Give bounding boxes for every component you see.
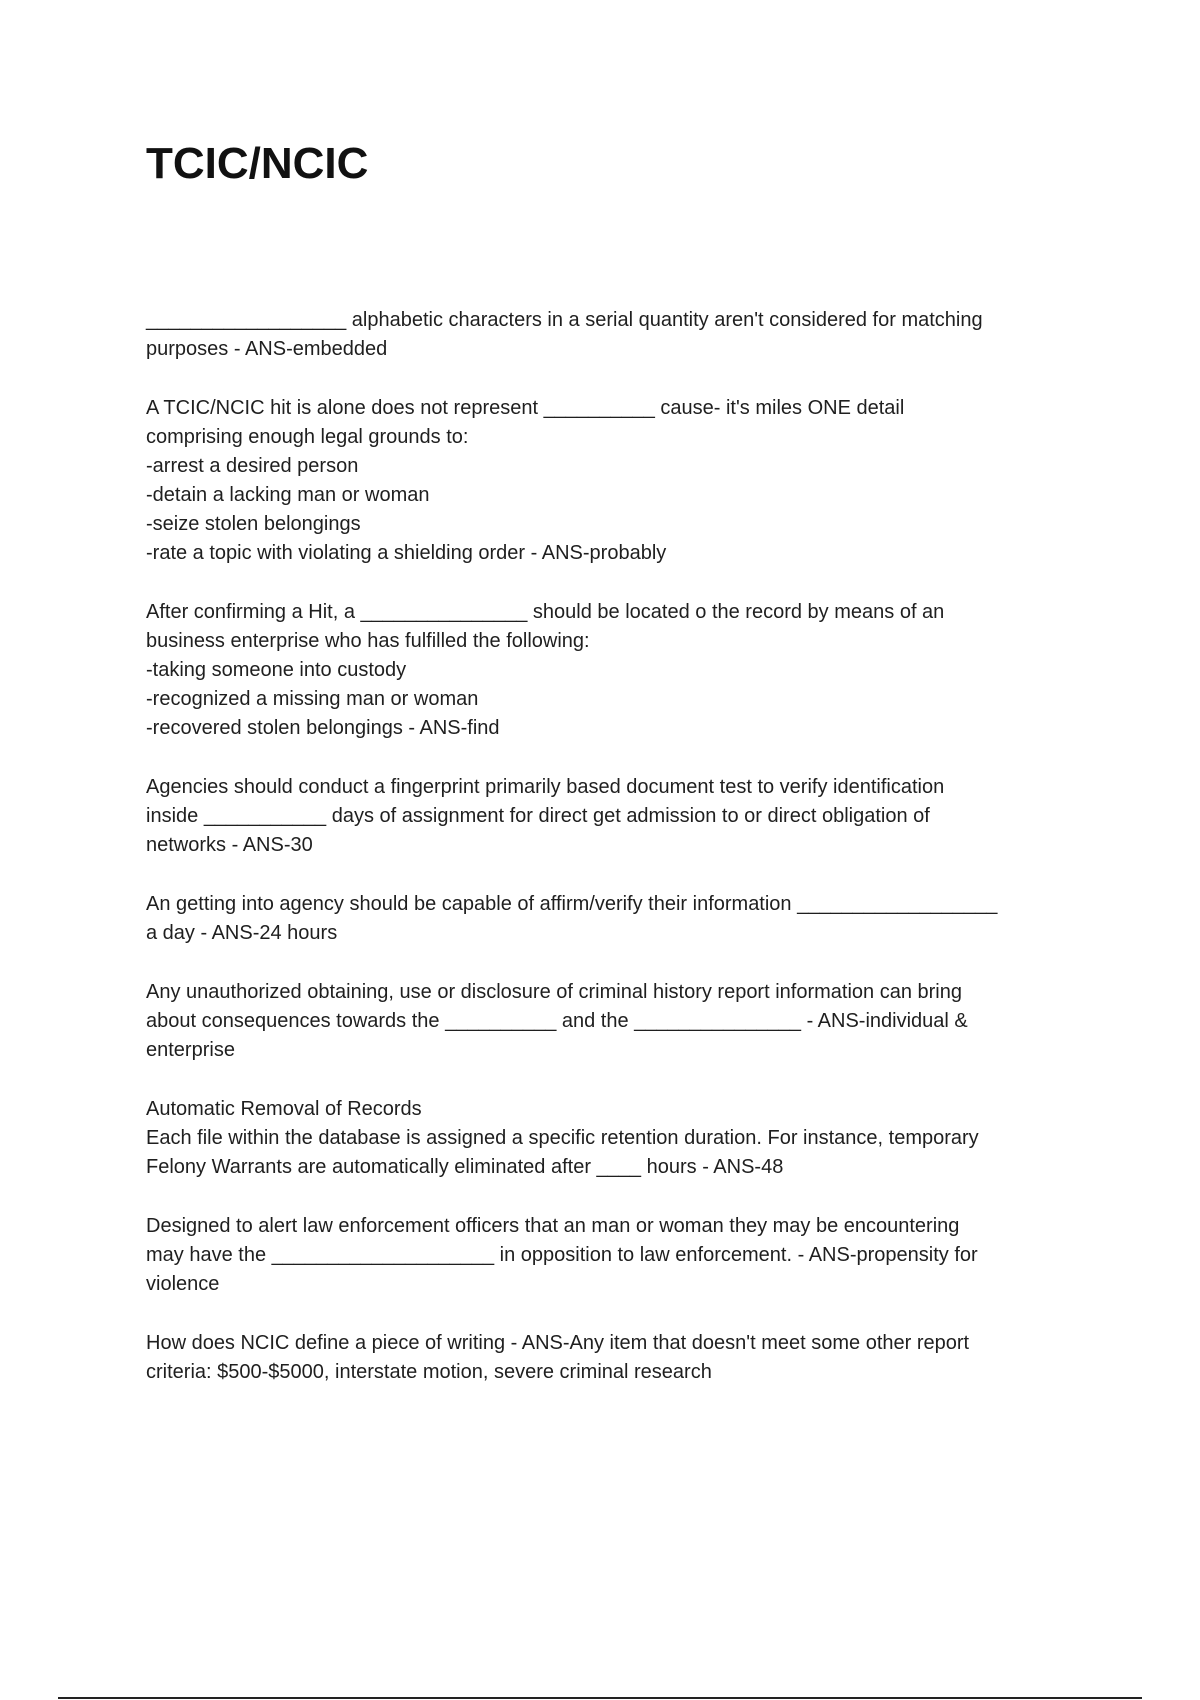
qa-line: business enterprise who has fulfilled the following: [146, 630, 590, 652]
qa-entry-7 [146, 1095, 1096, 1182]
qa-entry-3 [146, 598, 1096, 743]
qa-line: Any unauthorized obtaining, use or disclosure of criminal history report information can bring [146, 981, 962, 1003]
qa-line: Agencies should conduct a fingerprint primarily based document test to verify identification [146, 776, 945, 798]
page-title: TCIC/NCIC [146, 139, 369, 188]
qa-entry-1 [146, 306, 1096, 364]
qa-line: After confirming a Hit, a _______________ should be located o the record by means of an [146, 601, 945, 623]
qa-line: Each file within the database is assigned a specific retention duration. For instance, temporary [146, 1127, 979, 1149]
qa-line: may have the ____________________ in opposition to law enforcement. - ANS-propensity for [146, 1244, 978, 1266]
qa-line: -seize stolen belongings [146, 513, 361, 535]
qa-line: -recovered stolen belongings - ANS-find [146, 717, 500, 739]
qa-line: Automatic Removal of Records [146, 1098, 422, 1120]
qa-line: __________________ alphabetic characters in a serial quantity aren't considered for matching [146, 309, 983, 331]
qa-line: criteria: $500-$5000, interstate motion, severe criminal research [146, 1361, 712, 1383]
qa-line: inside ___________ days of assignment for direct get admission to or direct obligation of [146, 805, 930, 827]
qa-line: violence [146, 1273, 220, 1295]
qa-line: Designed to alert law enforcement officers that an man or woman they may be encountering [146, 1215, 960, 1237]
qa-entry-9 [146, 1329, 1096, 1387]
qa-entry-4 [146, 773, 1096, 860]
qa-line: Felony Warrants are automatically eliminated after ____ hours - ANS-48 [146, 1156, 784, 1178]
qa-line: comprising enough legal grounds to: [146, 426, 469, 448]
qa-entry-8 [146, 1212, 1096, 1299]
footer-divider [58, 1697, 1142, 1699]
qa-line: a day - ANS-24 hours [146, 922, 338, 944]
qa-entry-6 [146, 978, 1096, 1065]
qa-list [146, 306, 1096, 1417]
qa-line: purposes - ANS-embedded [146, 338, 388, 360]
qa-line: -rate a topic with violating a shielding order - ANS-probably [146, 542, 667, 564]
qa-line: -arrest a desired person [146, 455, 359, 477]
qa-line: -detain a lacking man or woman [146, 484, 430, 506]
qa-line: -recognized a missing man or woman [146, 688, 479, 710]
qa-entry-5 [146, 890, 1096, 948]
qa-line: How does NCIC define a piece of writing - ANS-Any item that doesn't meet some other report [146, 1332, 970, 1354]
qa-line: networks - ANS-30 [146, 834, 313, 856]
qa-line: An getting into agency should be capable of affirm/verify their information __________________ [146, 893, 998, 915]
qa-entry-2 [146, 394, 1096, 568]
qa-line: -taking someone into custody [146, 659, 407, 681]
qa-line: enterprise [146, 1039, 235, 1061]
qa-line: about consequences towards the __________ and the _______________ - ANS-individual & [146, 1010, 968, 1032]
qa-line: A TCIC/NCIC hit is alone does not represent __________ cause- it's miles ONE detail [146, 397, 905, 419]
